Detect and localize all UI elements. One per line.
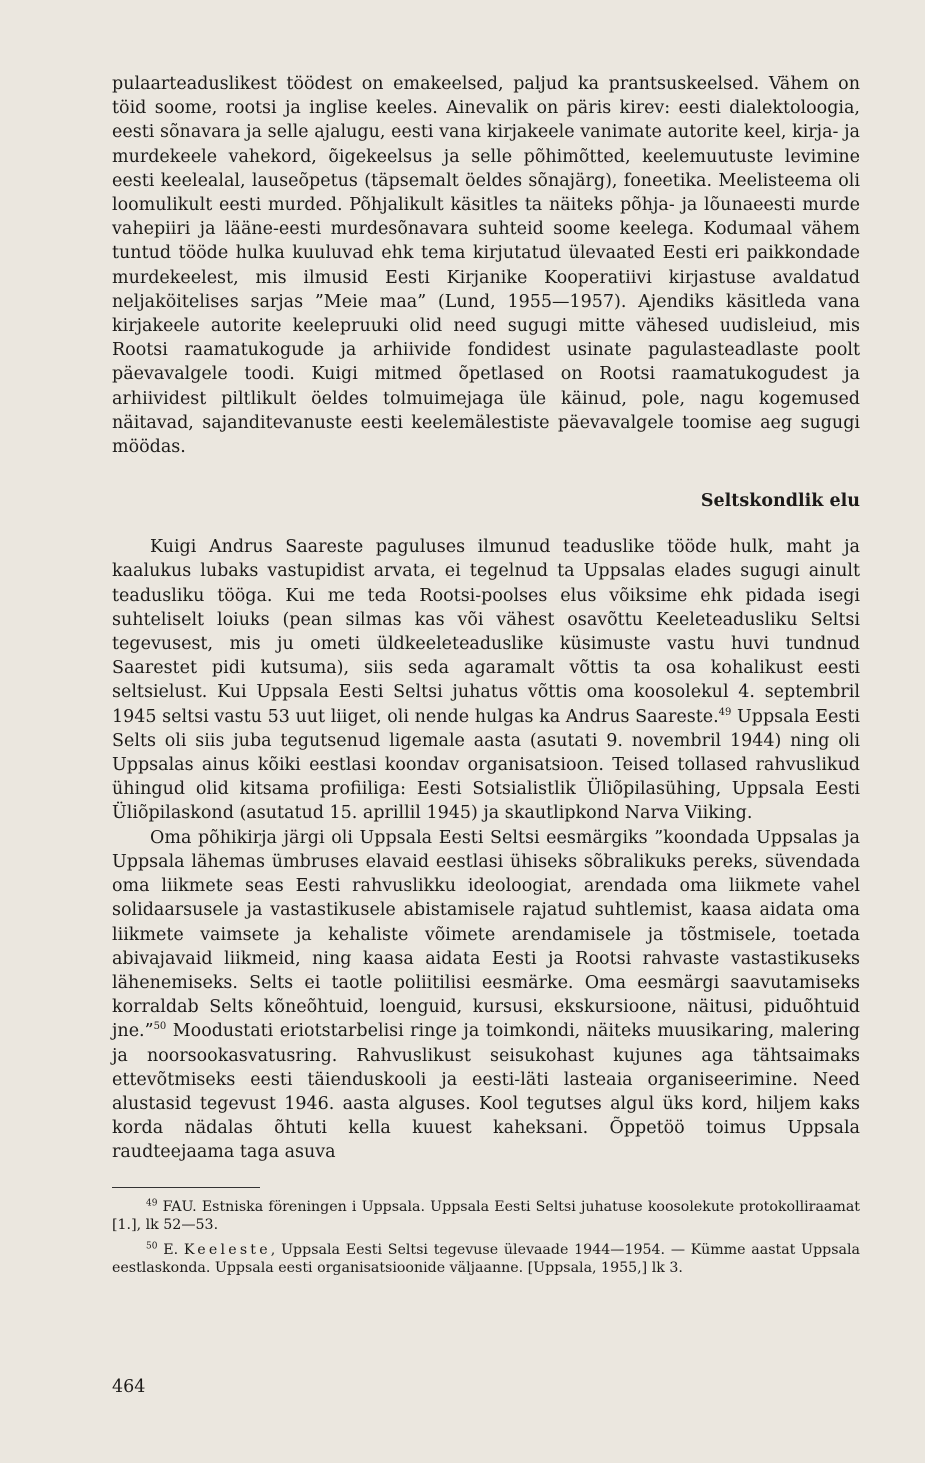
footnote-49 [112, 1198, 860, 1235]
footnote-divider [112, 1187, 260, 1188]
page-body [112, 72, 860, 1284]
footnote-ref-50[interactable]: 50 [153, 1021, 167, 1033]
footnote-50-number: 50 [146, 1240, 158, 1251]
paragraph-3-text-a: Oma põhikirja järgi oli Uppsala Eesti Seltsi eesmärgiks ”koondada Uppsalas ja Uppsala lähemas ümbruses elavaid eestlasi ühiseks sõbralikuks pereks, süvendada oma liikmete seas Eesti rahvuslikku ideoloogiat, arendada oma liikmete vahel solidaarsusele ja vastastikusele abistamisele rajatud suhtlemist, kaasa aidata oma liikmete vaimsete ja kehaliste võimete arendamisele ja tõstmisele, toetada abivajavaid liikmeid, ning kaasa aidata Eesti ja Rootsi rahvaste vastastikuseks lähenemiseks. Selts ei taotle poliitilisi eesmärke. Oma eesmärgi saavutamiseks korraldab Selts kõneõhtuid, loenguid, kursusi, ekskursioone, näitusi, piduõhtuid jne.” [112, 827, 860, 1042]
page-number: 464 [112, 1377, 146, 1397]
footnote-50-text: , Uppsala Eesti Seltsi tegevuse ülevaade 1944—1954. — Kümme aastat Uppsala eestlaskonda. Uppsala eesti organisatsioonide väljaanne. [Uppsala, 1955,] lk 3. [112, 1241, 860, 1277]
footnote-50-prefix: E. [157, 1241, 184, 1258]
footnote-49-number: 49 [146, 1197, 158, 1208]
section-heading: Seltskondlik elu [700, 491, 860, 512]
paragraph-1: pulaarteaduslikest töödest on emakeelsed, paljud ka prantsuskeelsed. Vähem on töid soome, rootsi ja inglise keeles. Ainevalik on päris kirev: eesti dialektoloogia, eesti sõnavara ja selle ajalugu, eesti vana kirjakeele vanimate autorite keel, kirja- ja murdekeele vahekord, õigekeelsus ja selle põhimõtted, keelemuutuste levimine eesti keelealal, lauseõpetus (täpsemalt öeldes sõnajärg), foneetika. Meelisteema oli loomulikult eesti murded. Põhjalikult käsitles ta näiteks põhja- ja lõunaeesti murde vahepiiri ja lääne-eesti murdesõnavara suhteid soome keelega. Kodumaal vähem tuntud tööde hulka kuuluvad ehk tema kirjutatud ülevaated Eesti eri paikkondade murdekeelest, mis ilmusid Eesti Kirjanike Kooperatiivi kirjastuse avaldatud neljaköitelises sarjas ”Meie maa” (Lund, 1955—1957). Ajendiks käsitleda vana kirjakeele autorite keelepruuki olid need sugugi mitte vähesed uudisleiud, mis Rootsi raamatukogude ja arhiivide fondidest usinate pagulasteadlaste poolt päevavalgele toodi. Kuigi mitmed õpetlased on Rootsi raamatukogudest ja arhiividest piltlikult öeldes tolmuimejaga üle käinud, pole, nagu kogemused näitavad, sajanditevanuste eesti keelemälestiste päevavalgele toomise aeg sugugi möödas. [112, 74, 860, 458]
paragraph-2 [112, 535, 860, 825]
footnote-50-author: Keeleste [183, 1241, 271, 1258]
paragraph-3 [112, 826, 860, 1165]
footnote-50 [112, 1241, 860, 1278]
paragraph-2-text-b: Uppsala Eesti Selts oli siis juba tegutsenud ligemale aasta (asutati 9. novembril 1944) ning oli Uppsalas ainus kõiki eestlasi koondav organisatsioon. Teised tollased rahvuslikud ühingud olid kitsama profiiliga: Eesti Sotsialistlik Üliõpilasühing, Uppsala Eesti Üliõpilaskond (asutatud 15. aprillil 1945) ja skautlipkond Narva Viiking. [112, 706, 860, 824]
footnote-ref-49[interactable]: 49 [718, 706, 732, 718]
paragraph-3-text-b: Moodustati eriotstarbelisi ringe ja toimkondi, näiteks muusikaring, malering ja noorsookasvatusring. Rahvuslikust seisukohast kujunes aga tähtsaimaks ettevõtmiseks eesti täienduskooli ja eesti-läti lasteaia organiseerimine. Need alustasid tegevust 1946. aasta alguses. Kool tegutses algul üks kord, hiljem kaks korda nädalas õhtuti kella kuuest kaheksani. Õppetöö toimus Uppsala raudteejaama taga asuva [112, 1021, 860, 1163]
paragraph-2-text-a: Kuigi Andrus Saareste paguluses ilmunud teaduslike tööde hulk, maht ja kaalukus lubaks vastupidist arvata, ei tegelnud ta Uppsalas elades sugugi ainult teadusliku tööga. Kui me teda Rootsi-poolses elus võiksime ehk pidada isegi suhteliselt loiuks (pean silmas kas või vähest osavõttu Keeleteadusliku Seltsi tegevusest, mis ju ometi üldkeeleteaduslike küsimuste vastu huvi tundnud Saarestet pidi kutsuma), siis seda agaramalt võttis ta osa kohalikust eesti seltsielust. Kui Uppsala Eesti Seltsi juhatus võttis oma koosolekul 4. septembril 1945 seltsi vastu 53 uut liiget, oli nende hulgas ka Andrus Saareste. [112, 537, 860, 727]
footnote-49-text: FAU. Estniska föreningen i Uppsala. Uppsala Eesti Seltsi juhatuse koosolekute protokolliraamat [1.], lk 52—53. [112, 1198, 860, 1234]
